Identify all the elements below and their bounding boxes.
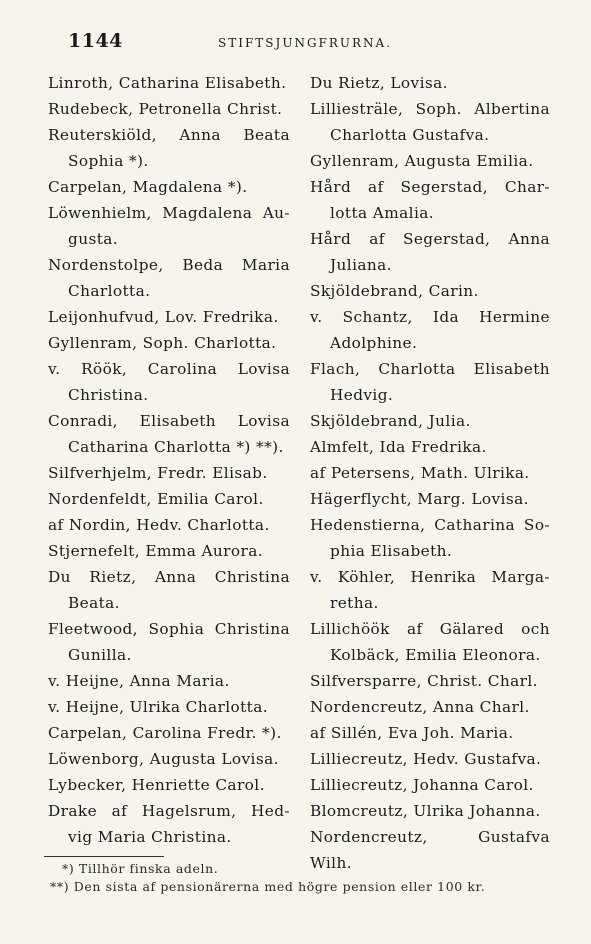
- register-entry: [48, 70, 290, 96]
- entry-line: af Petersens, Math. Ulrika.: [310, 464, 530, 482]
- entry-continuation: Christina.: [68, 386, 149, 404]
- register-entry: [310, 434, 550, 460]
- entry-line: Nordenfeldt, Emilia Carol.: [48, 490, 264, 508]
- entry-line: Nordenstolpe, Beda Maria: [48, 256, 290, 274]
- entry-line: Carpelan, Magdalena *).: [48, 178, 248, 196]
- entry-line: Rudebeck, Petronella Christ.: [48, 100, 283, 118]
- entry-continuation: Sophia *).: [68, 152, 149, 170]
- footnote-1: *) Tillhör finska adeln.: [62, 861, 219, 876]
- register-entry: [310, 148, 550, 174]
- entry-line: Hägerflycht, Marg. Lovisa.: [310, 490, 529, 508]
- register-entry: [310, 226, 550, 278]
- register-entry: [48, 616, 290, 668]
- register-entry: [48, 486, 290, 512]
- register-entry: [48, 694, 290, 720]
- entry-line: Silfversparre, Christ. Charl.: [310, 672, 538, 690]
- register-entry: [48, 252, 290, 304]
- entry-continuation: Charlotta.: [68, 282, 151, 300]
- entry-line: Skjöldebrand, Julia.: [310, 412, 471, 430]
- entry-continuation: Juliana.: [330, 256, 392, 274]
- entry-line: Hård af Segerstad, Char-: [310, 178, 550, 196]
- register-entry: [48, 746, 290, 772]
- register-entry: [48, 564, 290, 616]
- entry-line: af Sillén, Eva Joh. Maria.: [310, 724, 514, 742]
- entry-line: Löwenhielm, Magdalena Au-: [48, 204, 290, 222]
- entry-line: Gyllenram, Soph. Charlotta.: [48, 334, 277, 352]
- register-entry: [310, 564, 550, 616]
- entry-line: Blomcreutz, Ulrika Johanna.: [310, 802, 541, 820]
- register-entry: [48, 720, 290, 746]
- entry-line: Lilliecreutz, Johanna Carol.: [310, 776, 534, 794]
- register-entry: [310, 486, 550, 512]
- register-entry: [48, 668, 290, 694]
- entry-line: Lillichöök af Gälared och: [310, 620, 550, 638]
- entry-continuation: Adolphine.: [330, 334, 418, 352]
- entry-line: v. Köhler, Henrika Marga-: [310, 568, 550, 586]
- entry-continuation: phia Elisabeth.: [330, 542, 453, 560]
- entry-continuation: Beata.: [68, 594, 120, 612]
- running-head: STIFTSJUNGFRURNA.: [218, 36, 393, 50]
- footnote-rule: [44, 856, 164, 857]
- entry-continuation: Catharina Charlotta *) **).: [68, 438, 284, 456]
- register-entry: [310, 512, 550, 564]
- left-column: [48, 70, 290, 850]
- entry-line: Silfverhjelm, Fredr. Elisab.: [48, 464, 268, 482]
- entry-line: Linroth, Catharina Elisabeth.: [48, 74, 287, 92]
- entry-continuation: Kolbäck, Emilia Eleonora.: [330, 646, 541, 664]
- entry-line: af Nordin, Hedv. Charlotta.: [48, 516, 270, 534]
- register-entry: [310, 356, 550, 408]
- right-column: [310, 70, 550, 876]
- entry-line: Drake af Hagelsrum, Hed-: [48, 802, 290, 820]
- entry-line: Carpelan, Carolina Fredr. *).: [48, 724, 282, 742]
- register-entry: [310, 304, 550, 356]
- register-entry: [48, 304, 290, 330]
- entry-line: Lilliecreutz, Hedv. Gustafva.: [310, 750, 542, 768]
- register-entry: [310, 668, 550, 694]
- register-entry: [310, 772, 550, 798]
- register-entry: [310, 720, 550, 746]
- footnotes: [50, 860, 486, 896]
- entry-line: Conradi, Elisabeth Lovisa: [48, 412, 290, 430]
- register-entry: [310, 96, 550, 148]
- entry-line: Löwenborg, Augusta Lovisa.: [48, 750, 279, 768]
- register-entry: [310, 616, 550, 668]
- entry-line: v. Röök, Carolina Lovisa: [48, 360, 290, 378]
- register-entry: [310, 174, 550, 226]
- register-entry: [48, 772, 290, 798]
- entry-continuation: Charlotta Gustafva.: [330, 126, 490, 144]
- entry-continuation: vig Maria Christina.: [68, 828, 232, 846]
- entry-line: Reuterskiöld, Anna Beata: [48, 126, 290, 144]
- register-entry: [310, 746, 550, 772]
- entry-line: Hård af Segerstad, Anna: [310, 230, 550, 248]
- register-entry: [48, 330, 290, 356]
- entry-line: Fleetwood, Sophia Christina: [48, 620, 290, 638]
- entry-continuation: gusta.: [68, 230, 119, 248]
- register-entry: [48, 538, 290, 564]
- entry-line: Nordencreutz, Gustafva Wilh.: [310, 828, 550, 872]
- entry-line: Hedenstierna, Catharina So-: [310, 516, 550, 534]
- register-entry: [310, 70, 550, 96]
- register-entry: [310, 460, 550, 486]
- entry-line: Lilliesträle, Soph. Albertina: [310, 100, 550, 118]
- register-entry: [48, 96, 290, 122]
- register-entry: [48, 174, 290, 200]
- register-entry: [310, 694, 550, 720]
- entry-continuation: retha.: [330, 594, 379, 612]
- entry-line: Nordencreutz, Anna Charl.: [310, 698, 530, 716]
- entry-line: Flach, Charlotta Elisabeth: [310, 360, 550, 378]
- register-entry: [48, 122, 290, 174]
- entry-line: Lybecker, Henriette Carol.: [48, 776, 265, 794]
- page-number: 1144: [68, 30, 123, 52]
- register-entry: [310, 278, 550, 304]
- footnote-2: **) Den sista af pensionärerna med högre pension eller 100 kr.: [50, 879, 486, 894]
- entry-line: Almfelt, Ida Fredrika.: [310, 438, 487, 456]
- register-entry: [48, 408, 290, 460]
- entry-line: Gyllenram, Augusta Emilia.: [310, 152, 534, 170]
- entry-continuation: Hedvig.: [330, 386, 394, 404]
- entry-line: Du Rietz, Lovisa.: [310, 74, 448, 92]
- entry-line: v. Heijne, Anna Maria.: [48, 672, 230, 690]
- entry-line: Stjernefelt, Emma Aurora.: [48, 542, 263, 560]
- entry-line: Leijonhufvud, Lov. Fredrika.: [48, 308, 279, 326]
- register-entry: [48, 356, 290, 408]
- entry-continuation: Gunilla.: [68, 646, 132, 664]
- register-entry: [48, 200, 290, 252]
- register-entry: [310, 798, 550, 824]
- entry-line: v. Schantz, Ida Hermine: [310, 308, 550, 326]
- register-entry: [48, 798, 290, 850]
- register-entry: [48, 460, 290, 486]
- entry-line: Skjöldebrand, Carin.: [310, 282, 479, 300]
- register-entry: [48, 512, 290, 538]
- entry-line: Du Rietz, Anna Christina: [48, 568, 290, 586]
- register-entry: [310, 408, 550, 434]
- entry-continuation: lotta Amalia.: [330, 204, 435, 222]
- entry-line: v. Heijne, Ulrika Charlotta.: [48, 698, 269, 716]
